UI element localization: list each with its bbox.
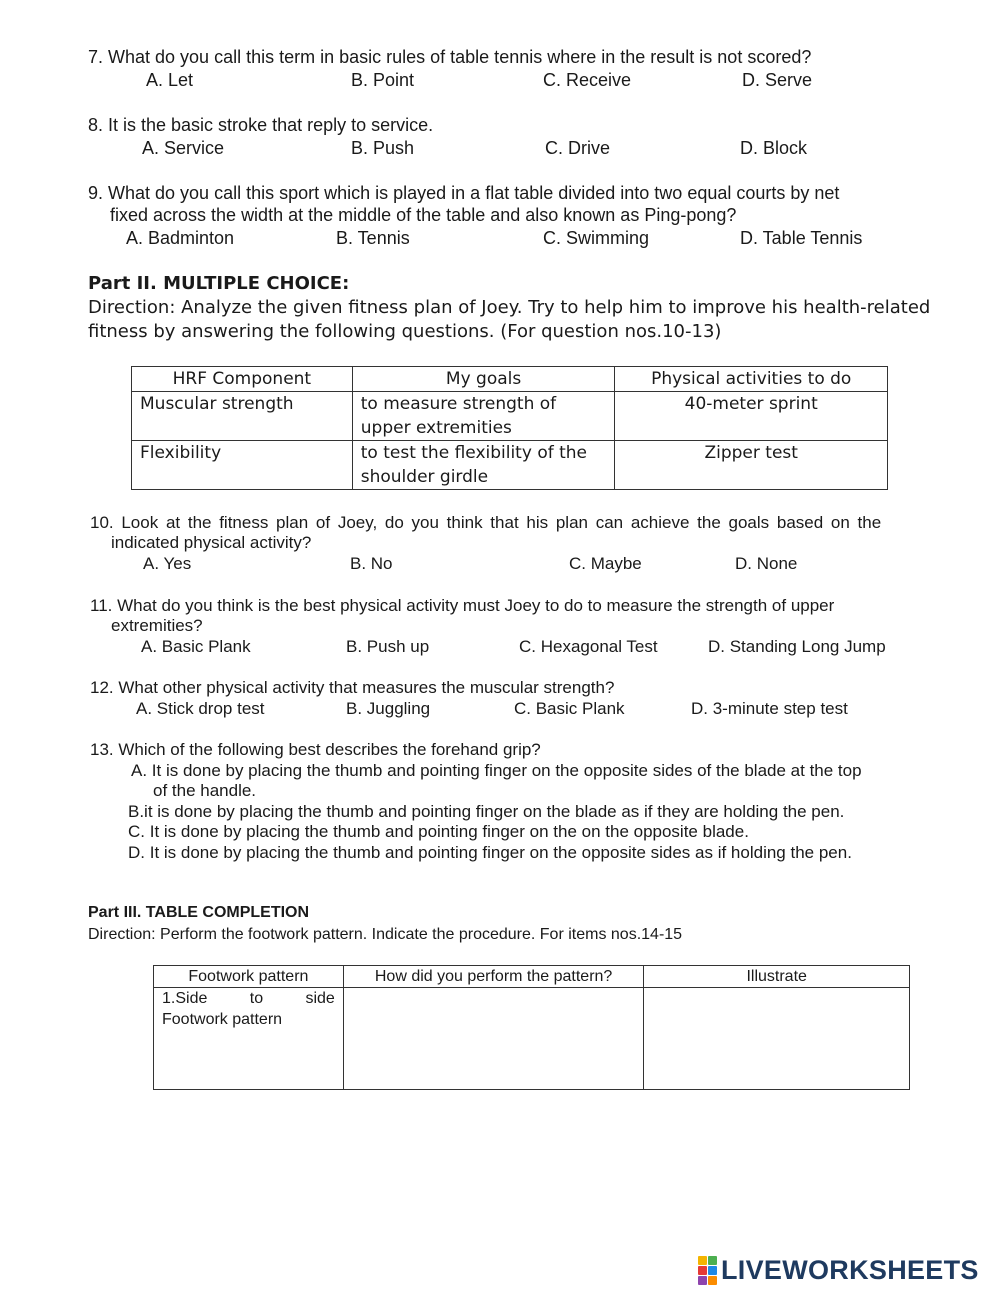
q12-option-a: A. Stick drop test [136, 699, 265, 718]
part-3-title: Part III. TABLE COMPLETION [88, 904, 310, 921]
header-how-performed: How did you perform the pattern? [343, 966, 644, 988]
cell-goal [352, 441, 615, 490]
q11-option-d: D. Standing Long Jump [708, 637, 886, 656]
part-2-direction-line-2: fitness by answering the following questions. (For question nos.10-13) [88, 321, 722, 342]
liveworksheets-logo[interactable] [698, 1256, 979, 1284]
q10-option-c: C. Maybe [569, 554, 642, 573]
question-8-text: 8. It is the basic stroke that reply to service. [88, 115, 434, 135]
q11-option-c: C. Hexagonal Test [519, 637, 658, 656]
fitness-plan-header-row [132, 367, 888, 392]
question-7-text: 7. What do you call this term in basic rules of table tennis where in the result is not scored? [88, 47, 812, 67]
question-10-line-1: 10. Look at the fitness plan of Joey, do you think that his plan can achieve the goals based on the [90, 513, 882, 532]
question-10-line-2: indicated physical activity? [111, 533, 312, 552]
cell-goal-line-1: to measure strength of [360, 394, 557, 414]
header-hrf-component: HRF Component [132, 367, 353, 392]
question-9-line-1: 9. What do you call this sport which is played in a flat table divided into two equal courts by net [88, 183, 840, 203]
cell-activity: 40-meter sprint [615, 392, 888, 441]
logo-square [698, 1266, 707, 1275]
answer-cell-illustrate[interactable] [644, 988, 910, 1090]
part-2-direction-line-1: Direction: Analyze the given fitness plan of Joey. Try to help him to improve his health-related [88, 297, 931, 318]
part-3-direction: Direction: Perform the footwork pattern. Indicate the procedure. For items nos.14-15 [88, 926, 683, 943]
q11-option-a: A. Basic Plank [141, 637, 251, 656]
fitness-plan-table [131, 366, 888, 490]
q7-option-b: B. Point [351, 70, 415, 90]
cell-component: Flexibility [132, 441, 353, 490]
question-12-text: 12. What other physical activity that measures the muscular strength? [90, 678, 615, 697]
logo-text: LIVEWORKSHEETS [721, 1254, 979, 1285]
logo-square [708, 1256, 717, 1265]
footwork-table [153, 965, 910, 1090]
q9-option-a: A. Badminton [126, 228, 235, 248]
cell-footwork-line-1 [162, 988, 335, 1009]
question-9-line-2: fixed across the width at the middle of the table and also known as Ping-pong? [110, 205, 737, 225]
q8-option-b: B. Push [351, 138, 415, 158]
q9-option-b: B. Tennis [336, 228, 410, 248]
logo-square [708, 1276, 717, 1285]
question-11-line-2: extremities? [111, 616, 203, 635]
q10-option-d: D. None [735, 554, 798, 573]
q7-option-d: D. Serve [742, 70, 813, 90]
q9-option-d: D. Table Tennis [740, 228, 863, 248]
cell-word: to [249, 990, 264, 1007]
cell-word: side [305, 990, 335, 1007]
cell-goal-line-1: to test the flexibility of the [360, 443, 588, 463]
cell-footwork-line-2: Footwork pattern [162, 1011, 283, 1028]
header-my-goals: My goals [352, 367, 615, 392]
q13-option-c: C. It is done by placing the thumb and pointing finger on the on the opposite blade. [128, 822, 749, 841]
cell-activity: Zipper test [615, 441, 888, 490]
q8-option-d: D. Block [740, 138, 808, 158]
header-physical-activities: Physical activities to do [615, 367, 888, 392]
cell-goal-line-2: upper extremities [360, 418, 512, 438]
cell-word: 1.Side [162, 990, 208, 1007]
q7-option-c: C. Receive [543, 70, 632, 90]
header-footwork-pattern: Footwork pattern [154, 966, 344, 988]
q12-option-c: C. Basic Plank [514, 699, 625, 718]
q8-option-c: C. Drive [545, 138, 611, 158]
q11-option-b: B. Push up [346, 637, 430, 656]
q7-option-a: A. Let [146, 70, 194, 90]
table-row [132, 392, 888, 441]
logo-mark-icon [698, 1256, 717, 1285]
cell-goal [352, 392, 615, 441]
question-11-line-1: 11. What do you think is the best physical activity must Joey to do to measure the strength of upper [90, 596, 835, 615]
q10-option-b: B. No [350, 554, 393, 573]
q13-option-a-line-2: of the handle. [153, 781, 257, 800]
cell-goal-line-2: shoulder girdle [360, 467, 489, 487]
q13-option-d: D. It is done by placing the thumb and pointing finger on the opposite sides as if holding the pen. [128, 843, 852, 862]
question-13-text: 13. Which of the following best describes the forehand grip? [90, 740, 541, 759]
logo-square [698, 1276, 707, 1285]
q8-option-a: A. Service [142, 138, 225, 158]
cell-footwork-pattern [154, 988, 344, 1090]
answer-cell-procedure[interactable] [343, 988, 644, 1090]
logo-square [708, 1266, 717, 1275]
footwork-header-row [154, 966, 910, 988]
q13-option-a-line-1: A. It is done by placing the thumb and pointing finger on the opposite sides of the blade at the top [131, 761, 862, 780]
cell-component: Muscular strength [132, 392, 353, 441]
part-2-title: Part II. MULTIPLE CHOICE: [88, 273, 350, 294]
q12-option-d: D. 3-minute step test [691, 699, 848, 718]
q13-option-b: B.it is done by placing the thumb and pointing finger on the blade as if they are holding the pen. [128, 802, 845, 821]
table-row [154, 988, 910, 1090]
logo-square [698, 1256, 707, 1265]
header-illustrate: Illustrate [644, 966, 910, 988]
q12-option-b: B. Juggling [346, 699, 431, 718]
q9-option-c: C. Swimming [543, 228, 650, 248]
q10-option-a: A. Yes [143, 554, 192, 573]
table-row [132, 441, 888, 490]
